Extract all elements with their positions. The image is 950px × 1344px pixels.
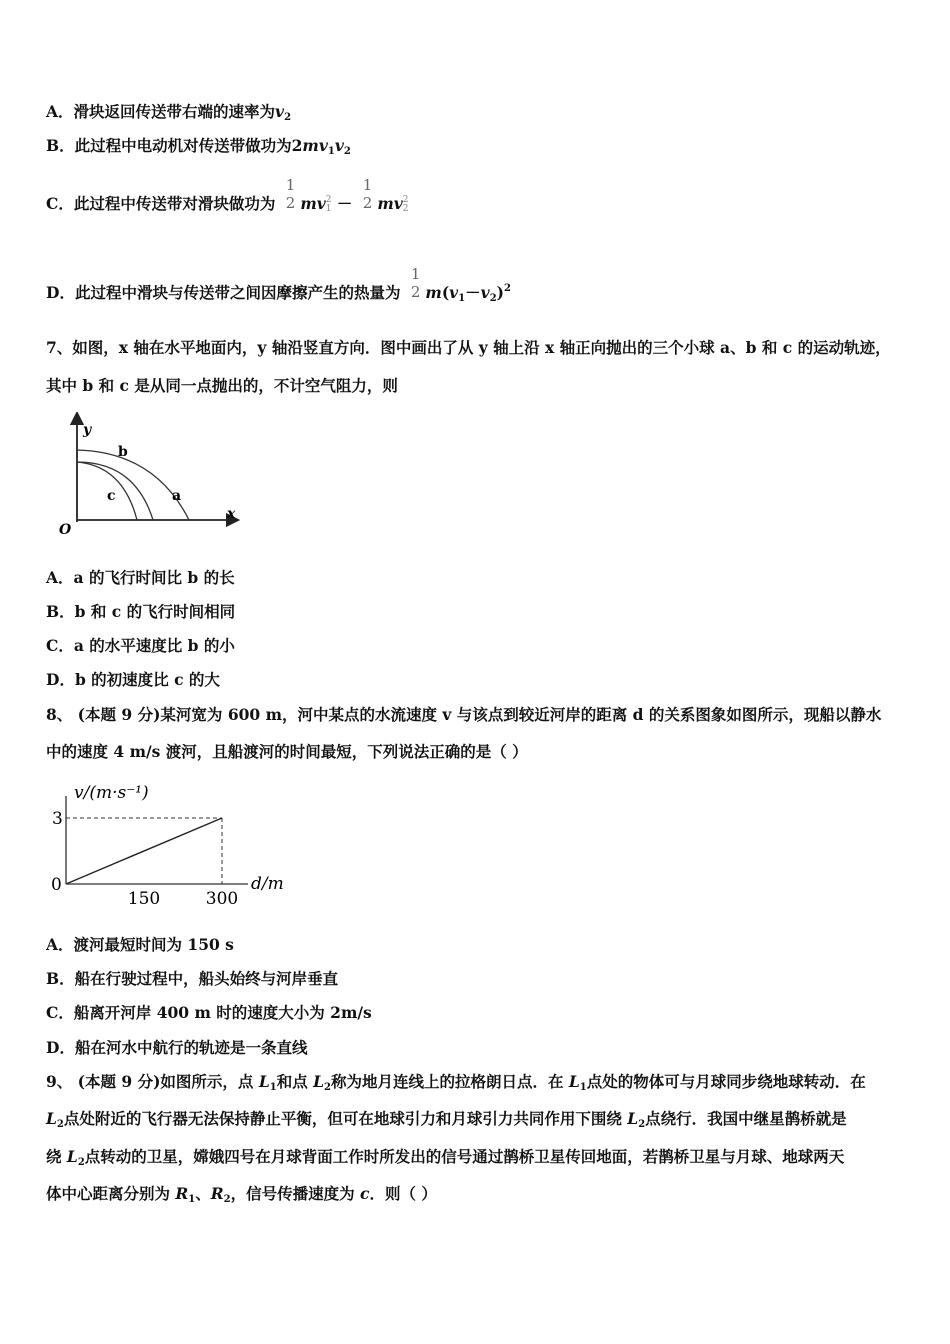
option-text: a 的水平速度比 b 的小 (73, 636, 235, 655)
option-text: 船在河水中航行的轨迹是一条直线 (74, 1038, 308, 1057)
option-text: 此过程中滑块与传送带之间因摩擦产生的热量为 (74, 283, 401, 302)
curve-a-label: a (172, 488, 182, 504)
subscript: 2 (489, 293, 497, 304)
q6-option-b (46, 136, 351, 162)
paren-close: ) (496, 283, 504, 302)
curve-a (77, 450, 189, 520)
paren-open: ( (441, 283, 450, 302)
q6-option-d (46, 265, 511, 309)
chart-series-line (66, 818, 222, 884)
q7-stem-line1: 7、如图，x 轴在水平地面内，y 轴沿竖直方向．图中画出了从 y 轴上沿 x 轴正向抛出的三个小球 a、b 和 c 的运动轨迹， (46, 338, 891, 357)
q8-stem-line1: 8、 (本题 9 分)某河宽为 600 m，河中某点的水流速度 v 与该点到较近河岸的距离 d 的关系图象如图所示，现船以静水 (46, 705, 882, 724)
option-label: C． (46, 194, 74, 213)
y-label: y (83, 422, 92, 438)
option-label: D． (46, 1038, 75, 1057)
q8-stem-line2: 中的速度 4 m/s 渡河，且船渡河的时间最短，下列说法正确的是（ ） (46, 742, 528, 761)
option-text: 船在行驶过程中，船头始终与河岸垂直 (74, 969, 339, 988)
coef: 2 (291, 136, 303, 155)
q8-option-d (46, 1038, 307, 1058)
option-label: B． (46, 136, 75, 155)
option-label: D． (46, 283, 75, 302)
chart-x-tick-150: 150 (127, 889, 161, 909)
q9-stem-line2: $L_2$点处附近的飞行器无法保持静止平衡，但可在地球引力和月球引力共同作用下围绕 $L_2$点绕行．我国中继星鹊桥就是 (46, 1109, 847, 1130)
var-v2: v (480, 283, 490, 302)
option-label: A． (46, 568, 74, 587)
curve-c-label: c (107, 488, 116, 504)
q7-option-d (46, 670, 220, 690)
q8-option-c (46, 1003, 372, 1023)
q9-stem-line4: 体中心距离分别为 $R_1$、$R_2$，信号传播速度为 c．则（ ） (46, 1184, 437, 1205)
q6-option-c (46, 176, 409, 214)
var-v: v (275, 102, 285, 121)
option-text: 滑块返回传送带右端的速率为 (73, 102, 276, 121)
option-label: C． (46, 1003, 74, 1022)
chart-x-label: d/m (251, 874, 284, 894)
var-v1: v (318, 136, 328, 155)
q7-option-c (46, 636, 235, 656)
subscript: 2 (284, 112, 292, 123)
option-text: 船离开河岸 400 m 时的速度大小为 2m/s (73, 1003, 372, 1022)
var-m: m (302, 136, 319, 155)
fraction: 1 2 (362, 176, 373, 212)
origin-label: O (59, 522, 72, 537)
var-m: m (425, 283, 442, 302)
superscript: 2 (504, 283, 511, 294)
option-text: 此过程中传送带对滑块做功为 (73, 194, 276, 213)
minus: － (465, 283, 481, 302)
chart-y-label: v/(m·s⁻¹) (74, 783, 149, 803)
q7-trajectory-figure (55, 412, 240, 537)
option-text: b 和 c 的飞行时间相同 (74, 602, 236, 621)
subscript: 1 (458, 293, 466, 304)
minus: － (336, 194, 353, 213)
q9-stem-line3: 绕 $L_2$点转动的卫星，嫦娥四号在月球背面工作时所发出的信号通过鹊桥卫星传回地面，若鹊桥卫星与月球、地球两天 (46, 1147, 845, 1168)
var-v1: v (449, 283, 459, 302)
q6-option-a (46, 102, 291, 128)
subscript: 1 (327, 146, 335, 157)
q7-option-a (46, 568, 235, 588)
option-label: A． (46, 935, 74, 954)
fraction: 1 2 (410, 265, 421, 301)
q9-stem-line1: 9、 (本题 9 分)如图所示，点 $L_1$和点 $L_2$称为地月连线上的拉格朗日点．在 $L_1$点处的物体可与月球同步绕地球转动．在 (46, 1072, 866, 1093)
option-label: C． (46, 636, 74, 655)
option-label: D． (46, 670, 75, 689)
sup-sub: 2 1 (325, 195, 332, 214)
q8-option-a (46, 935, 234, 955)
fraction: 1 2 (285, 176, 296, 212)
chart-origin: 0 (51, 875, 62, 895)
subscript: 2 (343, 146, 351, 157)
curve-b-label: b (118, 444, 128, 460)
q8-option-b (46, 969, 338, 989)
sup-sub: 2 2 (402, 195, 409, 214)
option-label: B． (46, 969, 75, 988)
option-text: b 的初速度比 c 的大 (74, 670, 220, 689)
chart-x-tick-300: 300 (205, 889, 239, 909)
option-label: A． (46, 102, 74, 121)
var-v2: v (334, 136, 344, 155)
x-label: x (227, 506, 236, 522)
q8-velocity-chart (48, 776, 293, 911)
option-text: a 的飞行时间比 b 的长 (73, 568, 235, 587)
chart-y-tick: 3 (52, 809, 63, 829)
option-text: 此过程中电动机对传送带做功为 (74, 136, 292, 155)
option-text: 渡河最短时间为 150 s (73, 935, 234, 954)
var-mv: mv (377, 194, 403, 213)
q7-stem-line2: 其中 b 和 c 是从同一点抛出的，不计空气阻力，则 (46, 376, 398, 395)
q7-option-b (46, 602, 235, 622)
option-label: B． (46, 602, 75, 621)
var-mv: mv (300, 194, 326, 213)
